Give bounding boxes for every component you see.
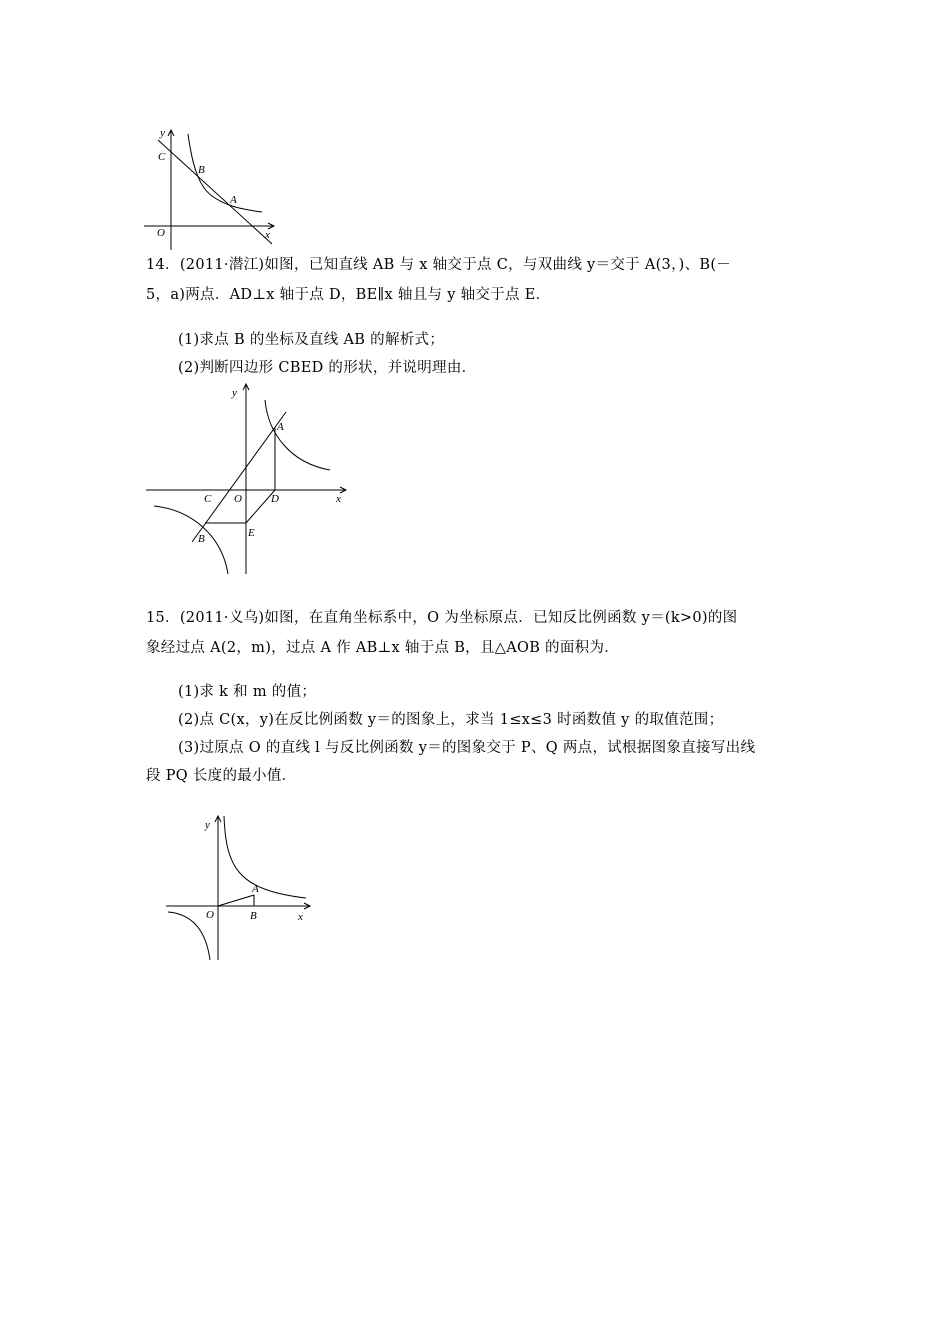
label-e: E	[248, 527, 255, 539]
q14-statement-line2: 5，a)两点．AD⊥x 轴于点 D，BE∥x 轴且与 y 轴交于点 E．	[146, 287, 551, 303]
hyperbola-branch-third	[168, 912, 210, 960]
figure-q15-graph	[160, 808, 320, 968]
label-c: C	[158, 151, 166, 163]
label-c: C	[204, 493, 212, 505]
label-y: y	[205, 819, 210, 831]
hyperbola-branch-lower	[154, 506, 228, 574]
q14-part2: (2)判断四边形 CBED 的形状，并说明理由．	[178, 360, 477, 376]
hyperbola-branch-first	[224, 816, 306, 898]
q15-statement-line1: 15．(2011·义乌)如图，在直角坐标系中，O 为坐标原点．已知反比例函数 y＝(k>0)的图	[146, 610, 738, 626]
label-o: O	[157, 227, 165, 239]
label-o: O	[234, 493, 242, 505]
label-x: x	[336, 493, 341, 505]
label-a: A	[252, 883, 259, 895]
line-ab	[158, 140, 272, 244]
label-x: x	[298, 911, 303, 923]
q15-part2: (2)点 C(x，y)在反比例函数 y＝的图象上，求当 1≤x≤3 时函数值 y 的取值范围；	[178, 712, 724, 728]
label-y: y	[160, 127, 165, 139]
figure-q14-graph	[140, 378, 360, 578]
q15-part1: (1)求 k 和 m 的值；	[178, 684, 317, 700]
q15-statement-line2: 象经过点 A(2，m)，过点 A 作 AB⊥x 轴于点 B，且△AOB 的面积为．	[146, 640, 620, 656]
label-b: B	[250, 910, 257, 922]
q14-part1: (1)求点 B 的坐标及直线 AB 的解析式；	[178, 332, 445, 348]
q14-statement-line1: 14．(2011·潜江)如图，已知直线 AB 与 x 轴交于点 C，与双曲线 y＝交于 A(3，)、B(－	[146, 257, 732, 273]
label-a: A	[230, 194, 237, 206]
segment-oa	[218, 895, 254, 906]
label-y: y	[232, 387, 237, 399]
label-b: B	[198, 533, 205, 545]
label-a: A	[277, 421, 284, 433]
q15-part3-line2: 段 PQ 长度的最小值．	[146, 768, 297, 784]
label-d: D	[271, 493, 279, 505]
label-b: B	[198, 164, 205, 176]
q15-part3-line1: (3)过原点 O 的直线 l 与反比例函数 y＝的图象交于 P、Q 两点，试根据图象直接写出线	[178, 740, 756, 756]
figure-q13-graph	[140, 118, 290, 253]
label-o: O	[206, 909, 214, 921]
label-x: x	[265, 229, 270, 241]
